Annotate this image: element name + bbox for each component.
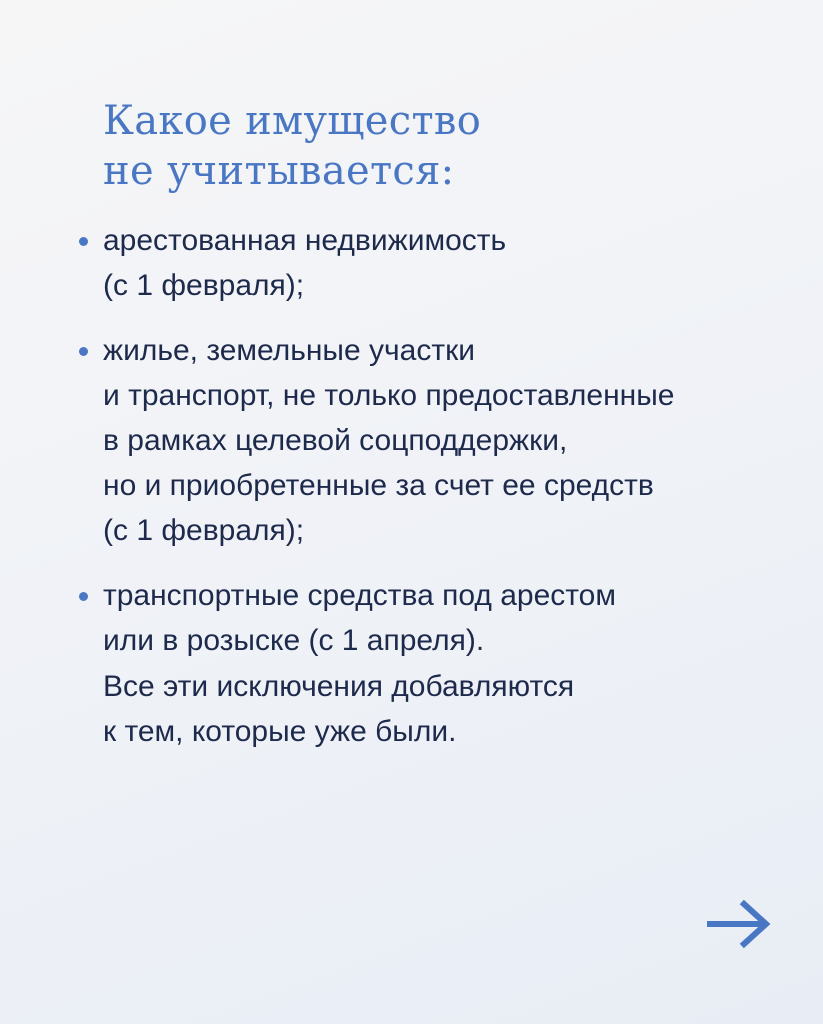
next-slide-button[interactable]: [704, 896, 774, 952]
list-item-line: (с 1 февраля);: [103, 269, 305, 302]
list-item-line: и транспорт, не только предоставленные: [103, 379, 675, 412]
list-item: [103, 328, 675, 553]
arrow-right-icon: [704, 896, 774, 952]
list-item-line: арестованная недвижимость: [103, 224, 507, 257]
bullet-icon: [79, 237, 88, 246]
list-item: [103, 218, 675, 308]
list-item-line: (с 1 февраля);: [103, 514, 305, 547]
closing-note-line-2: к тем, которые уже были.: [103, 715, 457, 748]
list-item-line: жилье, земельные участки: [103, 334, 475, 367]
bullet-icon: [79, 347, 88, 356]
list-item: [103, 573, 675, 663]
slide-title: [103, 96, 481, 196]
slide-title-line-2: не учитывается:: [103, 148, 455, 194]
list-item-line: но и приобретенные за счет ее средств: [103, 469, 654, 502]
closing-note: [103, 664, 574, 754]
list-item-line: в рамках целевой соцподдержки,: [103, 424, 568, 457]
closing-note-line-1: Все эти исключения добавляются: [103, 670, 575, 703]
list-item-line: транспортные средства под арестом: [103, 579, 616, 612]
excluded-property-list: [103, 218, 675, 683]
slide-title-line-1: Какое имущество: [103, 98, 482, 144]
bullet-icon: [79, 592, 88, 601]
list-item-line: или в розыске (с 1 апреля).: [103, 624, 485, 657]
